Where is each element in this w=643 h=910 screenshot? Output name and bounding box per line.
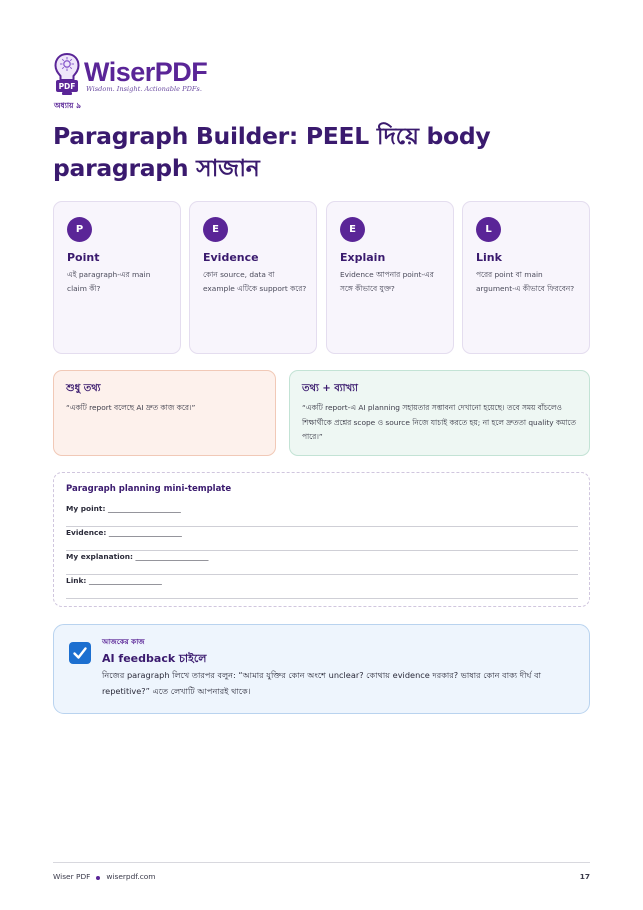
footer-brand [53,872,156,881]
peel-card-point [53,201,181,354]
brand-logo [53,52,213,98]
planning-row-label: My explanation: ______________________ [66,552,209,561]
task-heading: AI feedback চাইলে [102,652,207,665]
peel-card-evidence [189,201,317,354]
peel-title: Point [67,251,100,264]
bullet-icon [96,876,100,880]
peel-letter-badge: P [67,217,92,242]
planning-template-heading: Paragraph planning mini-template [66,484,232,494]
peel-description: পরের point বা main argument-এ কীভাবে ফিরবেন? [476,270,575,293]
fact-explain-text: “একটি report-এ AI planning সহায়তার সম্ভাবনা দেখানো হয়েছে। তবে সময় বাঁচলেও শিক্ষার্থীকে প্রশ্নের scope ও source নিজে যাচাই করতে হয়; না হলে দ্রুততা quality কমাতে পারে।” [302,403,576,441]
task-text: নিজের paragraph লিখে তারপর বলুন: “আমার যুক্তির কোন অংশে unclear? কোথায় evidence দরকার? ভাষার কোন বাক্য দীর্ঘ বা repetitive?” এতে লেখাটি আপনারই থাকে। [102,670,542,696]
peel-card-explain [326,201,454,354]
todays-task-box [53,624,590,714]
planning-row-evidence [66,527,578,551]
planning-row-label: Evidence: ______________________ [66,528,182,537]
planning-row-point [66,503,578,527]
lightbulb-pdf-icon [53,52,81,96]
brand-tagline: Wisdom. Insight. Actionable PDFs. [86,85,202,93]
page-title: Paragraph Builder: PEEL দিয়ে body paragraph সাজান [53,122,491,182]
peel-letter-badge: E [203,217,228,242]
fact-only-heading: শুধু তথ্য [66,383,101,394]
peel-letter-badge: L [476,217,501,242]
planning-row-explanation [66,551,578,575]
peel-letter-badge: E [340,217,365,242]
peel-description: Evidence আপনার point-এর সঙ্গে কীভাবে যুক্ত? [340,270,434,293]
peel-description: কোন source, data বা example এটিকে support করে? [203,270,307,293]
fact-explain-heading: তথ্য + ব্যাখ্যা [302,383,358,394]
blank-line[interactable]: ______________________ [107,504,181,513]
logo-badge-text: PDF [58,82,76,91]
peel-title: Link [476,251,502,264]
peel-title: Explain [340,251,386,264]
fact-only-text: “একটি report বলেছে AI দ্রুত কাজ করে।” [66,403,196,412]
planning-row-link [66,575,578,599]
brand-name: WiserPDF [84,57,208,87]
chapter-label: অধ্যায় ৯ [54,101,81,110]
blank-line[interactable]: ______________________ [108,528,182,537]
footer-site-link[interactable]: wiserpdf.com [106,872,156,881]
footer-brand-name: Wiser PDF [53,872,91,881]
peel-card-link [462,201,590,354]
fact-explain-box [289,370,590,456]
planning-row-label: Link: ______________________ [66,576,162,585]
footer-divider [53,862,590,863]
planning-template [53,472,590,607]
page-number: 17 [579,872,590,881]
task-kicker: আজকের কাজ [102,637,145,646]
peel-title: Evidence [203,251,259,264]
blank-line[interactable]: ______________________ [88,576,162,585]
planning-row-label: My point: ______________________ [66,504,181,513]
checkmark-icon [69,642,91,664]
blank-line[interactable]: ______________________ [135,552,209,561]
fact-only-box [53,370,276,456]
peel-description: এই paragraph-এর main claim কী? [67,270,151,293]
